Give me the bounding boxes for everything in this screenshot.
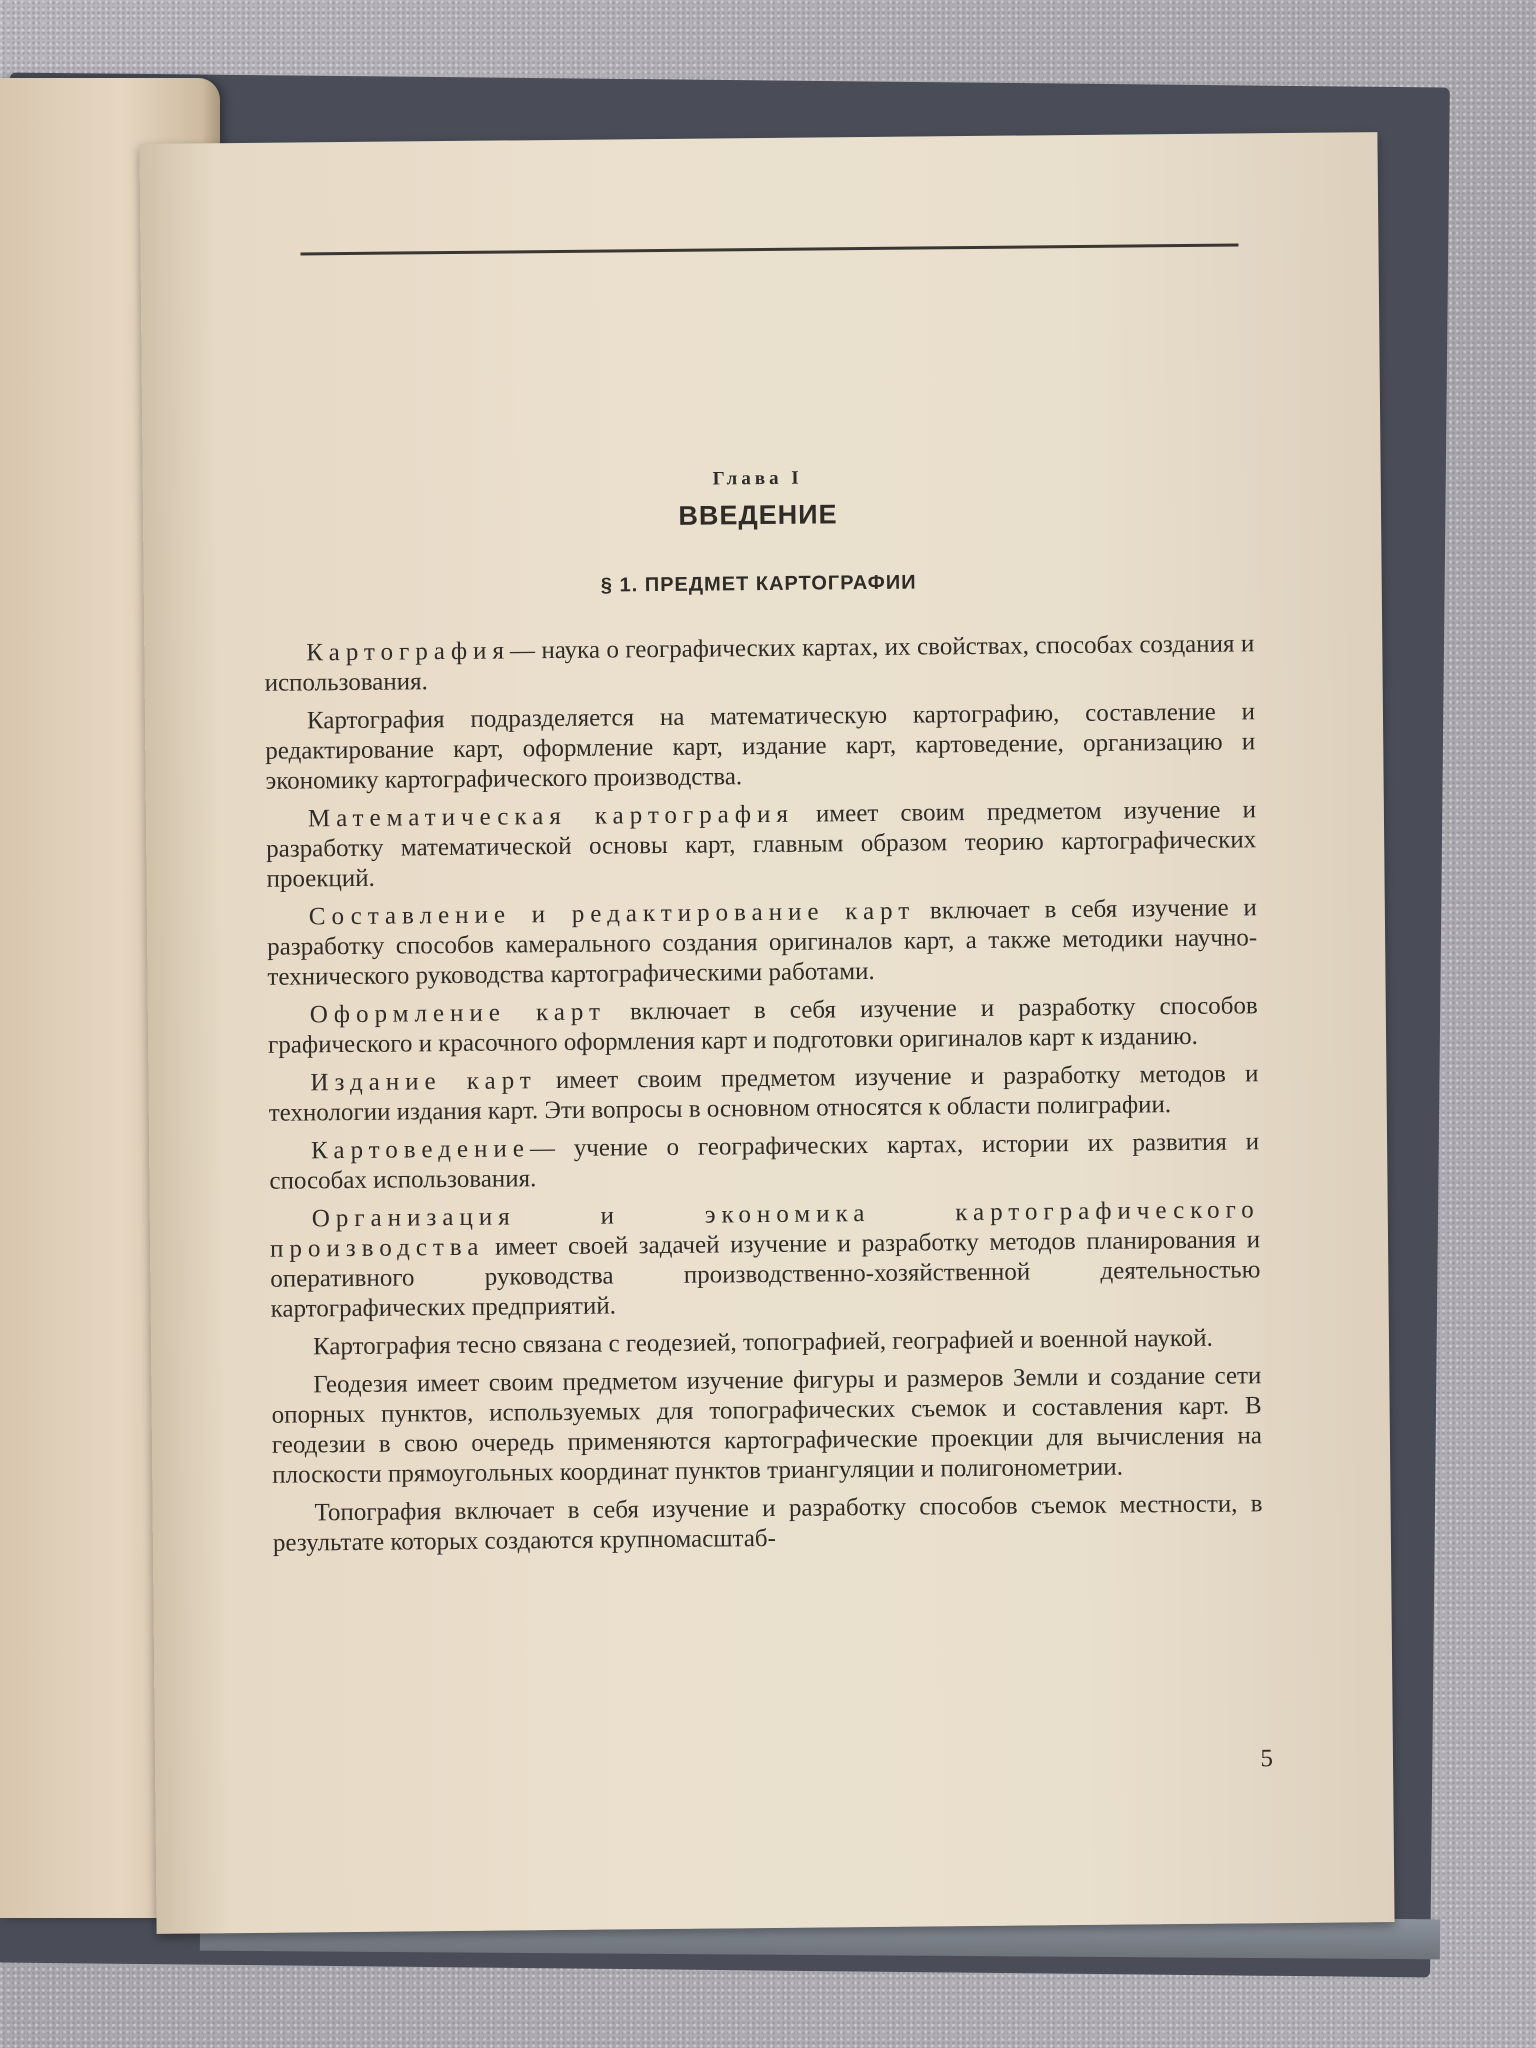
paragraph-term: Картография — [306, 637, 511, 667]
paragraph-term: Организация и экономика картографического производства — [269, 1196, 1260, 1263]
paragraph-2 — [265, 697, 1256, 796]
paragraph-text: Геодезия имеет своим предметом изучение фигуры и размеров Земли и создание сети опорных пунктов, используемых для топографических съемок и составления карт. В геодезии в свою очередь применяются картографические проекции для вычисления на плоскости прямоугольных координат пунктов триангуляции и полигонометрии. — [271, 1362, 1263, 1489]
paragraph-5 — [268, 991, 1259, 1061]
paragraph-text: Топография включает в себя изучение и разработку способов съемок местности, в результате которых создаются крупномасштаб- — [272, 1490, 1263, 1557]
paragraph-term: Составление и редактирование карт — [308, 897, 916, 931]
paragraph-term: Издание карт — [310, 1067, 537, 1097]
paragraph-term: Оформление карт — [309, 998, 607, 1029]
paragraph-text: Картография подразделяется на математическую картографию, составление и редактирование карт, оформление карт, издание карт, картоведение, организацию и экономику картографического производства. — [265, 698, 1256, 795]
paragraph-9 — [271, 1323, 1261, 1363]
paragraph-text: Картография тесно связана с геодезией, топографией, географией и военной наукой. — [312, 1324, 1213, 1361]
section-title: § 1. ПРЕДМЕТ КАРТОГРАФИИ — [600, 571, 917, 597]
right-page — [139, 132, 1394, 1934]
paragraph-text: включает в себя изучение и разработку способов камерального создания оригиналов карт, а также методики научно-технического руководства картографическими работами. — [267, 894, 1258, 991]
paragraph-4 — [267, 893, 1258, 992]
chapter-title: ВВЕДЕНИЕ — [678, 499, 838, 531]
paragraph-6 — [268, 1059, 1259, 1129]
paragraph-text: — наука о географических картах, их свойствах, способах создания и использования. — [264, 630, 1255, 697]
paragraph-text: включает в себя изучение и разработку способов графического и красочного оформления карт и подготовки оригиналов карт к изданию. — [267, 992, 1258, 1059]
paragraph-term: Математическая картография — [307, 800, 795, 833]
paragraph-10 — [271, 1361, 1262, 1490]
chapter-label: Глава I — [712, 467, 803, 490]
header-rule — [300, 243, 1238, 255]
page-content — [263, 463, 1263, 1566]
paragraph-text: имеет своим предметом изучение и разработку математической основы карт, главным образом теорию картографических проекций. — [266, 796, 1257, 893]
paragraph-7 — [269, 1127, 1260, 1197]
page-number: 5 — [1260, 1745, 1274, 1773]
paragraph-text: имеет своим предметом изучение и разработку методов и технологии издания карт. Эти вопросы в основном относятся к области полиграфии. — [268, 1060, 1259, 1127]
paragraph-text: — учение о географических картах, истории их развития и способах использования. — [269, 1128, 1260, 1195]
paragraph-11 — [272, 1489, 1263, 1559]
paragraph-8 — [270, 1195, 1261, 1324]
paragraph-1 — [264, 629, 1255, 699]
paragraph-text: имеет своей задачей изучение и разработку методов планирования и оперативного руководства производственно-хозяйственной деятельностью картографических предприятий. — [270, 1226, 1261, 1323]
paragraph-3 — [266, 795, 1257, 894]
paragraph-term: Картоведение — [310, 1135, 531, 1165]
